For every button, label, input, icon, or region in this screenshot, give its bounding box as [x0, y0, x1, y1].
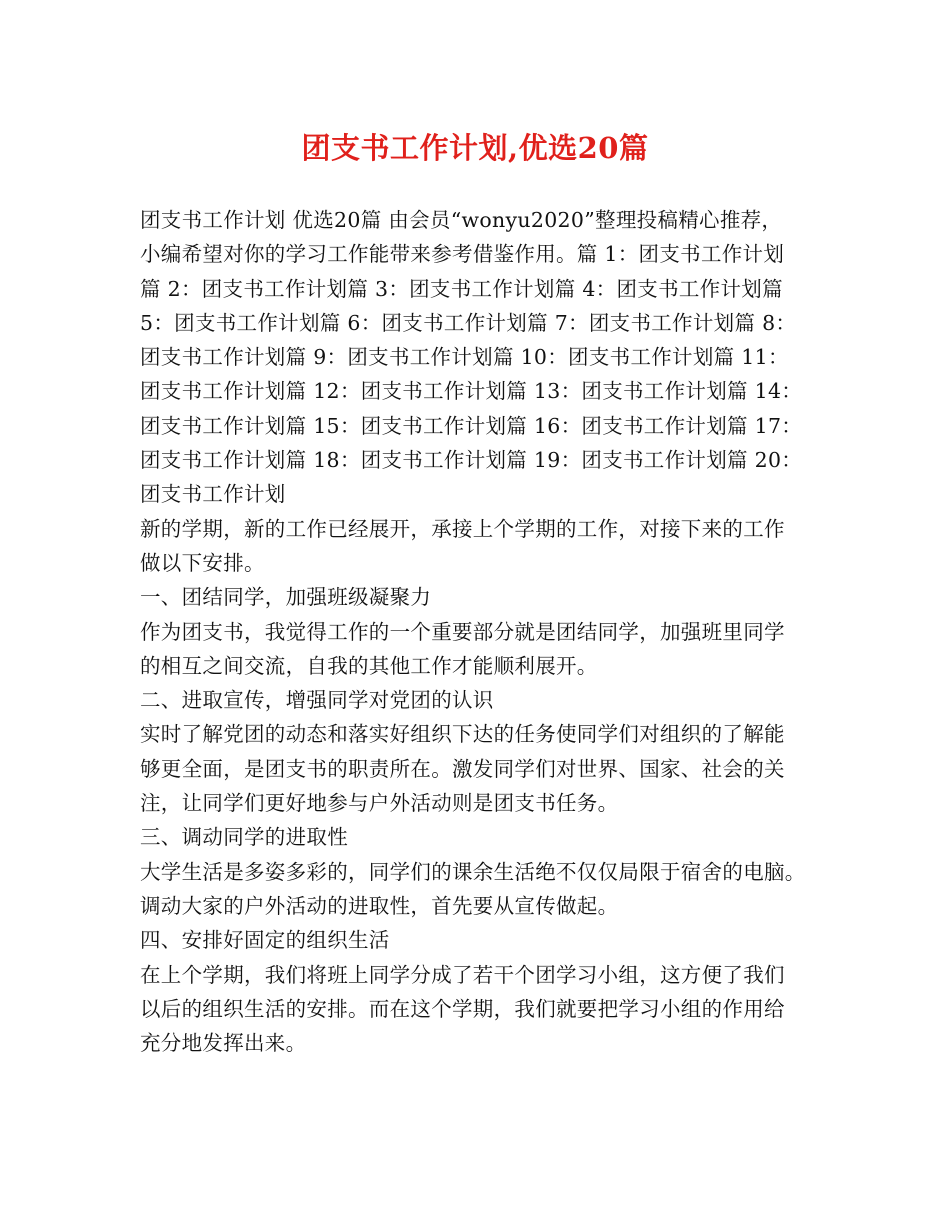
body-line: 5：团支书工作计划篇 6：团支书工作计划篇 7：团支书工作计划篇 8：: [140, 310, 797, 335]
body-line: 注，让同学们更好地参与户外活动则是团支书任务。: [140, 791, 619, 816]
body-line: 团支书工作计划 优选20篇 由会员“wonyu2020”整理投稿精心推荐，: [140, 208, 783, 232]
section-heading: 一、团结同学，加强班级凝聚力: [140, 585, 432, 610]
body-line: 大学生活是多姿多彩的，同学们的课余生活绝不仅仅局限于宿舍的电脑。: [140, 859, 806, 884]
body-line: 小编希望对你的学习工作能带来参考借鉴作用。篇 1：团支书工作计划: [140, 242, 785, 267]
body-line: 做以下安排。: [140, 550, 265, 575]
section-heading: 三、调动同学的进取性: [140, 825, 348, 850]
body-line: 的相互之间交流，自我的其他工作才能顺利展开。: [140, 653, 598, 678]
document-body: [140, 203, 830, 1060]
body-line: 团支书工作计划篇 18：团支书工作计划篇 19：团支书工作计划篇 20：: [140, 448, 803, 473]
body-line: 团支书工作计划篇 9：团支书工作计划篇 10：团支书工作计划篇 11：: [140, 345, 789, 370]
body-line: 以后的组织生活的安排。而在这个学期，我们就要把学习小组的作用给: [140, 996, 785, 1021]
body-line: 作为团支书，我觉得工作的一个重要部分就是团结同学，加强班里同学: [140, 619, 785, 644]
body-line: 实时了解党团的动态和落实好组织下达的任务使同学们对组织的了解能: [140, 722, 785, 747]
body-line: 调动大家的户外活动的进取性，首先要从宣传做起。: [140, 893, 619, 918]
body-line: 团支书工作计划: [140, 482, 286, 507]
section-heading: 二、进取宣传，增强同学对党团的认识: [140, 688, 494, 713]
body-line: 在上个学期，我们将班上同学分成了若干个团学习小组，这方便了我们: [140, 962, 785, 987]
section-heading: 四、安排好固定的组织生活: [140, 928, 390, 953]
body-line: 够更全面，是团支书的职责所在。激发同学们对世界、国家、社会的关: [140, 756, 785, 781]
body-line: 充分地发挥出来。: [140, 1031, 307, 1056]
body-line: 新的学期，新的工作已经展开，承接上个学期的工作，对接下来的工作: [140, 516, 785, 541]
body-line: 团支书工作计划篇 15：团支书工作计划篇 16：团支书工作计划篇 17：: [140, 413, 803, 438]
body-line: 团支书工作计划篇 12：团支书工作计划篇 13：团支书工作计划篇 14：: [140, 379, 803, 404]
body-line: 篇 2：团支书工作计划篇 3：团支书工作计划篇 4：团支书工作计划篇: [140, 276, 783, 301]
document-title: 团支书工作计划,优选20篇: [301, 131, 649, 165]
